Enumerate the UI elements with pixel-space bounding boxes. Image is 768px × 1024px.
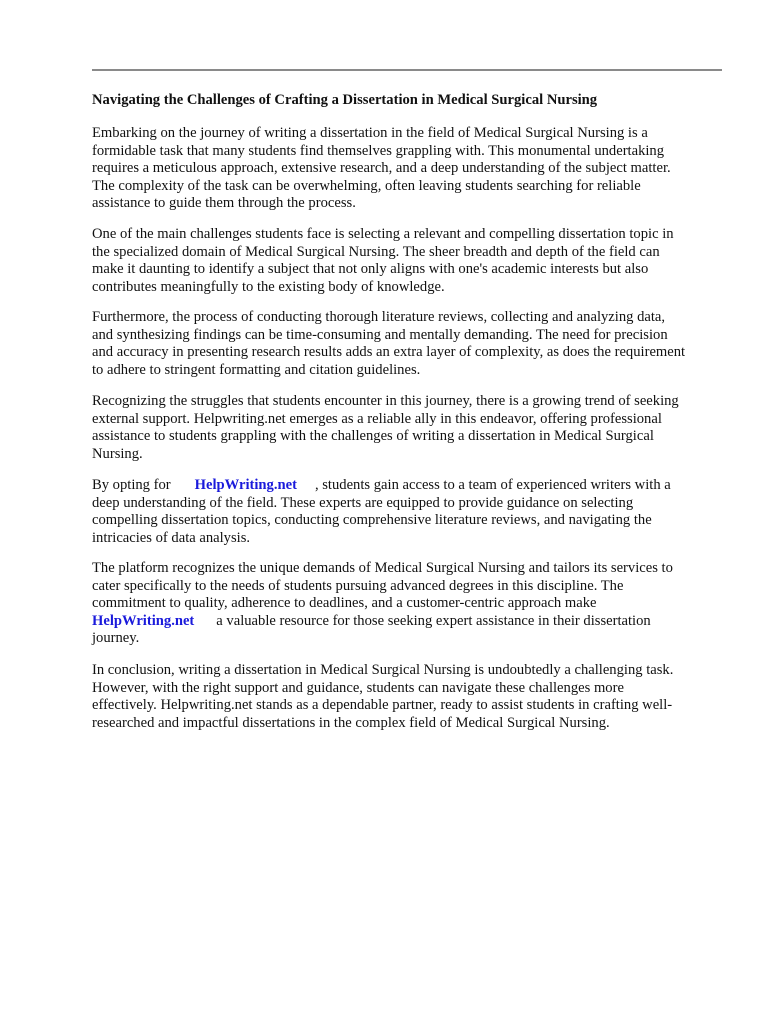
paragraph-line: Recognizing the struggles that students encounter in this journey, there is a growing trend of seeking xyxy=(92,393,679,409)
paragraph-opting-helpwriting xyxy=(92,477,724,547)
paragraph-intro xyxy=(92,125,724,213)
header-rule xyxy=(92,69,722,71)
paragraph-line: Furthermore, the process of conducting thorough literature reviews, collecting and analyzing data, xyxy=(92,309,666,325)
paragraph-line: contributes meaningfully to the existing body of knowledge. xyxy=(92,278,445,295)
paragraph-platform xyxy=(92,560,724,648)
helpwriting-link[interactable]: HelpWriting.net xyxy=(92,612,195,629)
paragraph-text: By opting for xyxy=(92,477,171,493)
paragraph-line: make it daunting to identify a subject that not only aligns with one's academic interests but also xyxy=(92,261,649,277)
paragraph-line: assistance to students grappling with the challenges of writing a dissertation in Medical Surgical xyxy=(92,428,654,444)
paragraph-line xyxy=(92,613,724,631)
paragraph-line: The platform recognizes the unique demands of Medical Surgical Nursing and tailors its services to xyxy=(92,560,673,576)
paragraph-line: and accuracy in presenting research results adds an extra layer of complexity, as does the requirement xyxy=(92,344,686,360)
paragraph-line: the specialized domain of Medical Surgical Nursing. The sheer breadth and depth of the field can xyxy=(92,243,660,260)
paragraph-line: requires a meticulous approach, extensive research, and a deep understanding of the subject matter. xyxy=(92,160,671,176)
paragraph-line: to adhere to stringent formatting and citation guidelines. xyxy=(92,361,421,378)
paragraph-line: The complexity of the task can be overwhelming, often leaving students searching for reliable xyxy=(92,177,641,194)
paragraph-conclusion xyxy=(92,662,724,732)
paragraph-line: journey. xyxy=(92,630,140,646)
paragraph-line: and synthesizing findings can be time-consuming and mentally demanding. The need for precision xyxy=(92,326,668,343)
paragraph-line: external support. Helpwriting.net emerges as a reliable ally in this endeavor, offering professional xyxy=(92,410,662,427)
paragraph-line: compelling dissertation topics, conducting comprehensive literature reviews, and navigating the xyxy=(92,512,652,528)
paragraph-line: In conclusion, writing a dissertation in Medical Surgical Nursing is undoubtedly a challenging task. xyxy=(92,662,674,678)
paragraph-line: Nursing. xyxy=(92,445,143,462)
document-title: Navigating the Challenges of Crafting a Dissertation in Medical Surgical Nursing xyxy=(92,92,598,108)
paragraph-line: deep understanding of the field. These experts are equipped to provide guidance on selecting xyxy=(92,494,634,511)
paragraph-line: commitment to quality, adherence to deadlines, and a customer-centric approach make xyxy=(92,595,597,611)
paragraph-line xyxy=(92,477,724,495)
paragraph-line: However, with the right support and guidance, students can navigate these challenges more xyxy=(92,679,624,696)
paragraph-external-support xyxy=(92,393,724,463)
paragraph-line: Embarking on the journey of writing a dissertation in the field of Medical Surgical Nursing is a xyxy=(92,125,648,141)
paragraph-line: researched and impactful dissertations in the complex field of Medical Surgical Nursing. xyxy=(92,714,610,731)
paragraph-text: , students gain access to a team of experienced writers with a xyxy=(314,477,671,493)
paragraph-line: effectively. Helpwriting.net stands as a dependable partner, ready to assist students in crafting well- xyxy=(92,697,673,713)
paragraph-research-process xyxy=(92,309,724,379)
paragraph-topic-challenge xyxy=(92,226,724,296)
paragraph-line: formidable task that many students find themselves grappling with. This monumental undertaking xyxy=(92,142,665,159)
paragraph-line: One of the main challenges students face is selecting a relevant and compelling dissertation topic in xyxy=(92,226,674,242)
paragraph-line: assistance to guide them through the process. xyxy=(92,195,356,211)
paragraph-text: a valuable resource for those seeking expert assistance in their dissertation xyxy=(216,612,651,629)
helpwriting-link[interactable]: HelpWriting.net xyxy=(194,477,297,493)
paragraph-line: intricacies of data analysis. xyxy=(92,529,251,546)
paragraph-line: cater specifically to the needs of students pursuing advanced degrees in this discipline. The xyxy=(92,577,624,594)
